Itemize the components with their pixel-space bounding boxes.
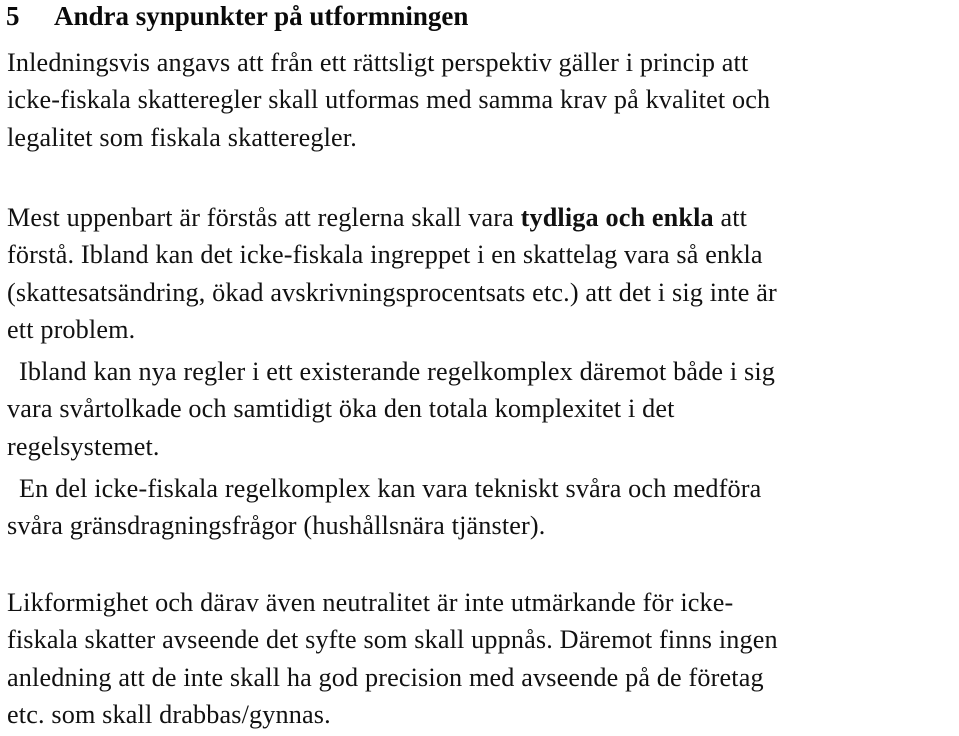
text-line: En del icke-fiskala regelkomplex kan vara tekniskt svåra och medföra bbox=[19, 474, 762, 503]
text-line: Ibland kan nya regler i ett existerande regelkomplex däremot både i sig bbox=[19, 357, 775, 386]
paragraph-uniformity bbox=[7, 584, 778, 733]
text-line: anledning att de inte skall ha god precision med avseende på de företag bbox=[7, 662, 764, 692]
text-line bbox=[7, 199, 777, 236]
text-line: ett problem. bbox=[7, 314, 136, 344]
text-line: Likformighet och därav även neutralitet är inte utmärkande för icke- bbox=[7, 588, 734, 617]
section-number: 5 bbox=[6, 1, 20, 31]
text-line: regelsystemet. bbox=[7, 431, 160, 461]
text-line: Inledningsvis angavs att från ett rättsligt perspektiv gäller i princip att bbox=[7, 48, 749, 77]
text-line: förstå. Ibland kan det icke-fiskala ingreppet i en skattelag vara så enkla bbox=[7, 240, 763, 270]
text-line: etc. som skall drabbas/gynnas. bbox=[7, 699, 331, 729]
text-segment: Mest uppenbart är förstås att reglerna skall vara bbox=[7, 203, 521, 232]
paragraph-clarity bbox=[7, 199, 777, 348]
text-segment: att bbox=[713, 203, 748, 232]
text-line: svåra gränsdragningsfrågor (hushållsnära tjänster). bbox=[7, 511, 546, 541]
section-heading bbox=[6, 0, 468, 34]
paragraph-complexity bbox=[7, 353, 775, 465]
paragraph-boundaries bbox=[7, 470, 761, 545]
text-line: legalitet som fiskala skatteregler. bbox=[7, 122, 357, 152]
emphasis-text: tydliga och enkla bbox=[520, 203, 714, 232]
text-line: fiskala skatter avseende det syfte som skall uppnås. Däremot finns ingen bbox=[7, 625, 778, 655]
section-title: Andra synpunkter på utformningen bbox=[54, 1, 469, 31]
paragraph-intro bbox=[7, 44, 770, 156]
text-line: vara svårtolkade och samtidigt öka den totala komplexitet i det bbox=[7, 394, 675, 424]
text-line: icke-fiskala skatteregler skall utformas med samma krav på kvalitet och bbox=[7, 85, 771, 115]
text-line: (skattesatsändring, ökad avskrivningsprocentsats etc.) att det i sig inte är bbox=[7, 277, 777, 307]
